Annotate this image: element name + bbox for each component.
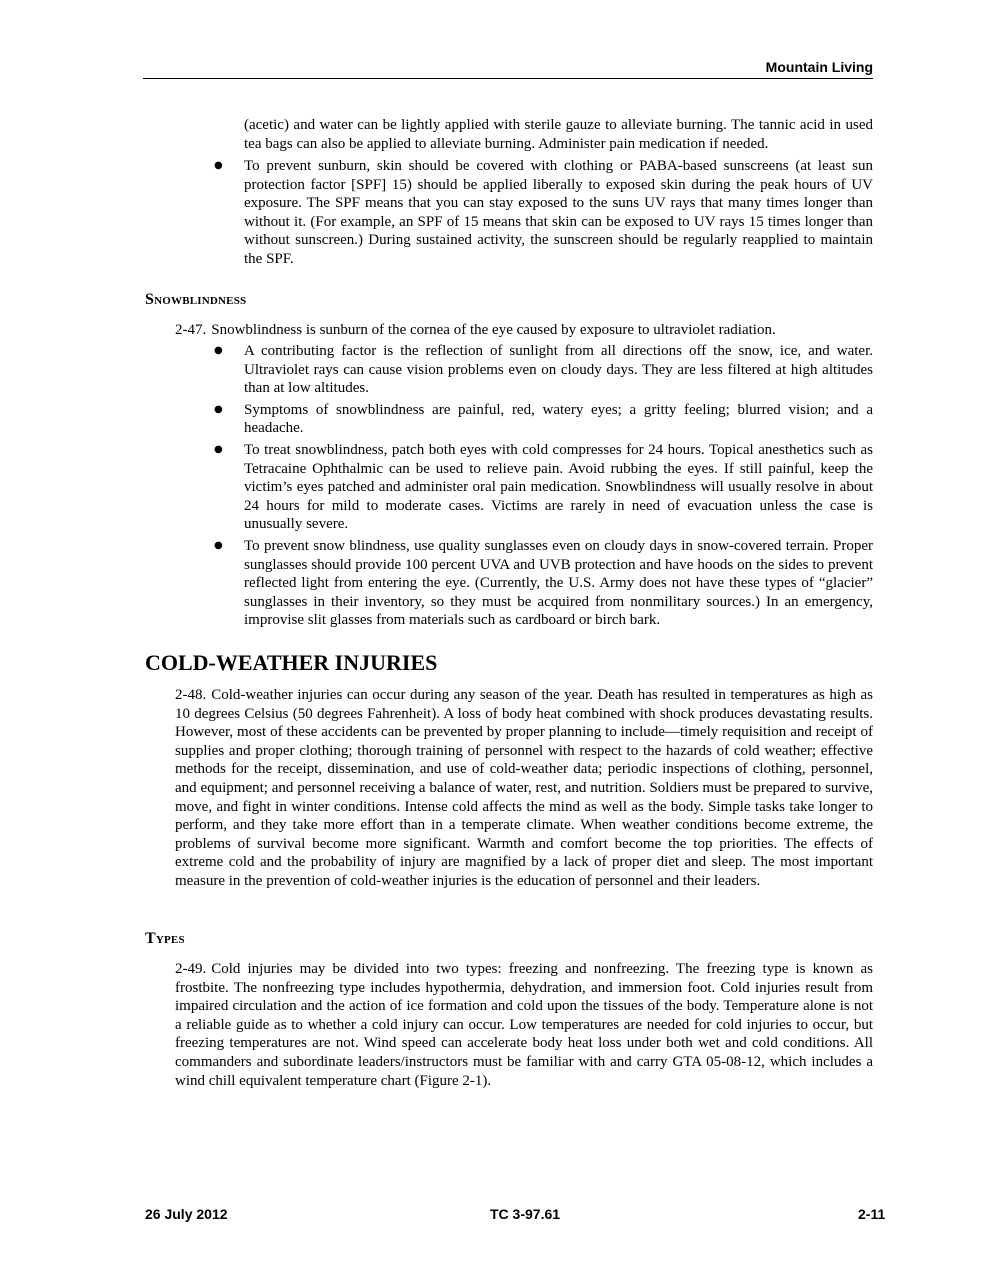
section-heading-snowblindness: Snowblindness: [145, 291, 247, 308]
section-heading-cold-weather-injuries: COLD-WEATHER INJURIES: [145, 650, 438, 675]
paragraph-number: 2-48.: [175, 687, 207, 703]
bullet-icon: ●: [214, 539, 223, 551]
running-header: Mountain Living: [143, 58, 873, 79]
footer-page-number: 2-11: [858, 1206, 886, 1222]
bullet-item: [214, 441, 873, 534]
bullet-text: To prevent sunburn, skin should be covered with clothing or PABA-based sunscreens (at least sun protection factor [SPF] 15) should be applied liberally to exposed skin during the peak hours of UV exposure. The SPF means that you can stay exposed to the suns UV rays that many times longer than without it. (For example, an SPF of 15 means that skin can be exposed to UV rays 15 times longer than without sunscreen.) During sustained activity, the sunscreen should be regularly reapplied to maintain the SPF.: [244, 158, 873, 267]
bullet-icon: ●: [214, 345, 223, 356]
footer-date: 26 July 2012: [145, 1206, 228, 1222]
paragraph-text: Cold-weather injuries can occur during any season of the year. Death has resulted in temperatures as high as 10 degrees Celsius (50 degrees Fahrenheit). A loss of body heat combined with shock produces devastating results. However, most of these accidents can be prevented by proper planning to include—timely requisition and receipt of supplies and proper clothing; thorough training of personnel with respect to the hazards of cold weather; effective methods for the receipt, dissemination, and use of cold-weather data; periodic inspections of clothing, personnel, and equipment; and personnel receiving a balance of water, rest, and nutrition. Soldiers must be prepared to survive, move, and fight in winter conditions. Intense cold affects the mind as well as the body. Simple tasks take longer to perform, and they take more effort than in a temperate climate. When weather conditions become extreme, the problems of survival become more significant. Warmth and comfort become the top priorities. The effects of extreme cold and the probability of injury are magnified by a lack of proper diet and sleep. The most important measure in the prevention of cold-weather injuries is the education of personnel and their leaders.: [175, 687, 873, 889]
paragraph-2-49: [175, 960, 873, 1090]
bullet-item: [214, 157, 873, 269]
bullet-icon: ●: [214, 160, 223, 171]
bullet-icon: ●: [214, 443, 223, 455]
bullet-text: To prevent snow blindness, use quality sunglasses even on cloudy days in snow-covered terrain. Proper sunglasses should provide 100 percent UVA and UVB protection and have hoods on the sides to prevent reflected light from entering the eye. (Currently, the U.S. Army does not have these types of “glacier” sunglasses in their inventory, so they must be acquired from nonmilitary sources.) In an emergency, improvise slit glasses from materials such as cardboard or birch bark.: [244, 537, 873, 629]
paragraph-number: 2-47.: [175, 322, 207, 338]
paragraph-text: Cold injuries may be divided into two types: freezing and nonfreezing. The freezing type is known as frostbite. The nonfreezing type includes hypothermia, dehydration, and immersion foot. Cold injuries result from impaired circulation and the action of ice formation and cold upon the tissues of the body. Temperature alone is not a reliable guide as to whether a cold injury can occur. Low temperatures are needed for cold injuries to occur, but freezing temperatures are not. Wind speed can accelerate body heat loss under both wet and cold conditions. All commanders and subordinate leaders/instructors must be familiar with and carry GTA 05-08-12, which includes a wind chill equivalent temperature chart (Figure 2-1).: [175, 961, 873, 1089]
bullet-text: Symptoms of snowblindness are painful, red, watery eyes; a gritty feeling; blurred vision; and a headache.: [244, 401, 873, 437]
bullet-text: To treat snowblindness, patch both eyes with cold compresses for 24 hours. Topical anesthetics such as Tetracaine Ophthalmic can be used to relieve pain. Avoid rubbing the eyes. If still painful, keep the victim’s eyes patched and administer oral pain medication. Snowblindness will usually resolve in about 24 hours for mild to moderate cases. Victims are rarely in need of evacuation unless the case is unusually severe.: [244, 441, 873, 533]
snowblindness-bullet-list: [214, 342, 873, 633]
bullet-item: [214, 342, 873, 398]
paragraph-number: 2-49.: [175, 961, 207, 977]
bullet-item: [214, 537, 873, 630]
section-heading-types: Types: [145, 930, 185, 947]
paragraph-text: Snowblindness is sunburn of the cornea of the eye caused by exposure to ultraviolet radiation.: [211, 322, 776, 338]
footer-doc-id: TC 3-97.61: [490, 1206, 561, 1222]
continuation-text: (acetic) and water can be lightly applied with sterile gauze to alleviate burning. The tannic acid in used tea bags can also be applied to alleviate burning. Administer pain medication if needed.: [244, 117, 873, 152]
paragraph-2-48: [175, 686, 873, 891]
bullet-icon: ●: [214, 403, 223, 415]
paragraph-2-47: [175, 321, 873, 340]
sunburn-bullet-list: [214, 157, 873, 272]
bullet-text: A contributing factor is the reflection of sunlight from all directions off the snow, ice, and water. Ultraviolet rays can cause vision problems even on cloudy days. They are less filtered at high altitudes than at low altitudes.: [244, 343, 873, 397]
bullet-item: [214, 401, 873, 438]
